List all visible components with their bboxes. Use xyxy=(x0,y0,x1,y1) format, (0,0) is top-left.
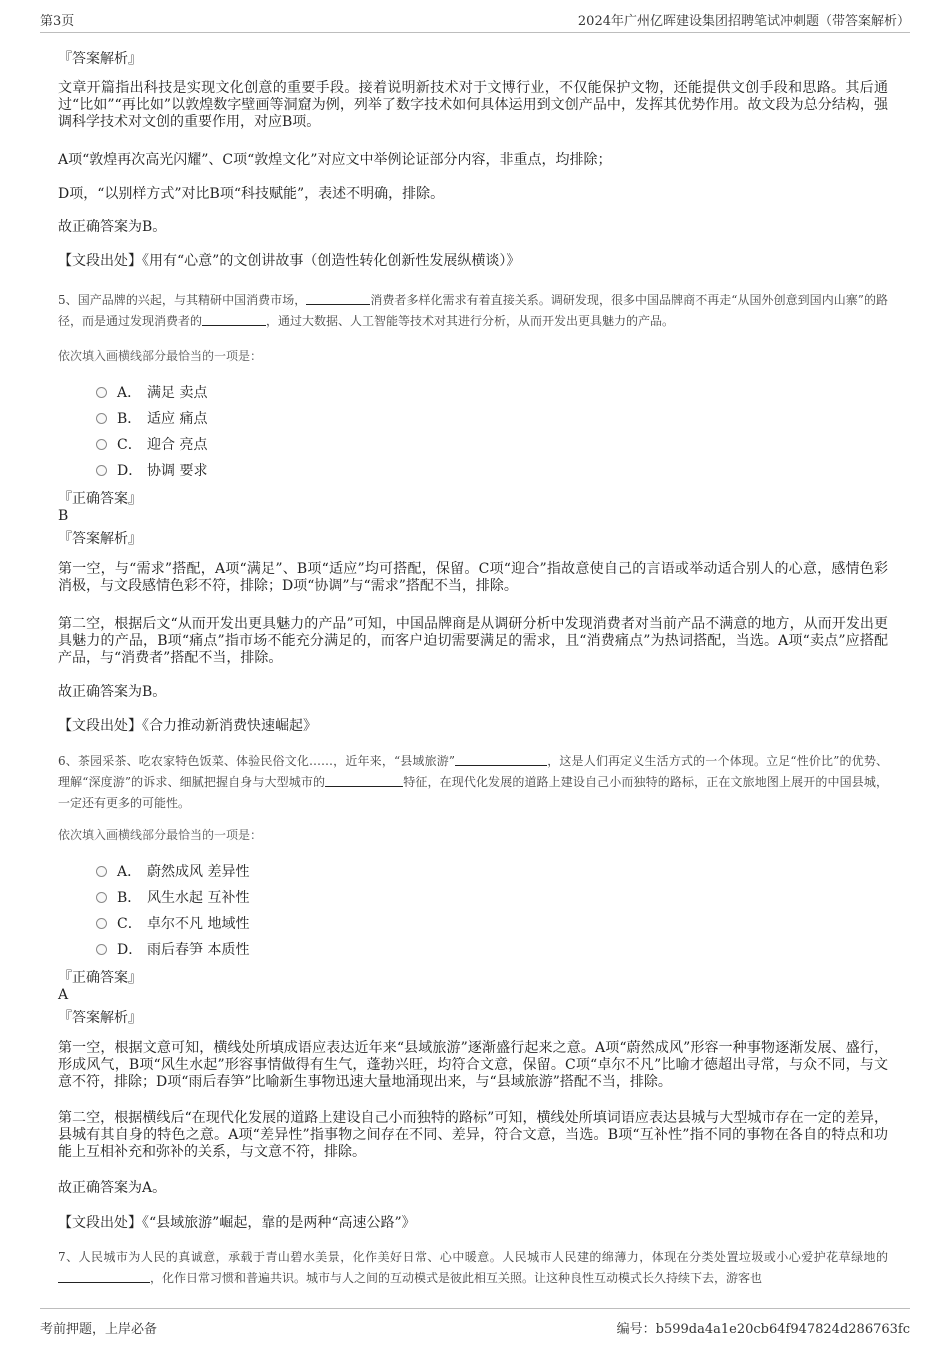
question-6-stem xyxy=(58,751,888,814)
question-text: ，这是人们再定义生活方式的一个体现。立足“性价比”的优势、理解“深度游”的诉求、细腻把握自身与大型城市的 xyxy=(58,754,888,789)
source-citation: 【文段出处】《用有“心意”的文创讲故事（创造性转化创新性发展纵横谈）》 xyxy=(58,253,521,269)
option-letter: A． xyxy=(117,864,142,880)
fill-blank xyxy=(325,774,403,787)
question-5-stem xyxy=(58,290,888,332)
correct-answer-statement: 故正确答案为A。 xyxy=(58,1180,167,1196)
question-text: 7、人民城市为人民的真诚意，承载于青山碧水美景，化作美好日常、心中暖意。人民城市人民建的绵薄力，体现在分类处置垃圾或小心爱护花草绿地的 xyxy=(58,1250,888,1264)
option-text: 雨后春笋 本质性 xyxy=(147,942,250,958)
document-id: 编号：b599da4a1e20cb64f947824d286763fc xyxy=(616,1322,910,1337)
page-number: 第3页 xyxy=(40,14,75,29)
radio-icon[interactable] xyxy=(96,465,107,476)
option-text: 协调 要求 xyxy=(147,463,208,479)
option-c[interactable] xyxy=(96,913,249,933)
analysis-paragraph: 第二空，根据横线后“在现代化发展的道路上建设自己小而独特的路标”可知，横线处所填词语应表达县城与大型城市存在一定的差异，县城有其自身的特色之意。A项“差异性”指事物之间存在不同、差异，符合文意，当选。B项“互补性”指不同的事物在各自的特点和功能上互相补充和弥补的关系，与文意不符，排除。 xyxy=(58,1110,888,1160)
option-letter: D． xyxy=(117,942,143,958)
option-letter: D． xyxy=(117,463,143,479)
option-letter: C． xyxy=(117,437,142,453)
option-letter: C． xyxy=(117,916,142,932)
analysis-paragraph: D项，“以别样方式”对比B项“科技赋能”，表述不明确，排除。 xyxy=(58,186,445,202)
fill-blank xyxy=(58,1270,150,1283)
option-text: 迎合 亮点 xyxy=(147,437,208,453)
question-text: 特征，在现代化发展的道路上建设自己小而独特的路标，正在文旅地图上展开的中国县城，一定还有更多的可能性。 xyxy=(58,775,888,810)
analysis-paragraph: 第一空，根据文意可知，横线处所填成语应表达近年来“县域旅游”逐渐盛行起来之意。A项“蔚然成风”形容一种事物逐渐发展、盛行，形成风气，B项“风生水起”形容事情做得有生气，蓬勃兴旺，均符合文意，保留。C项“卓尔不凡”比喻才德超出寻常，与众不同，与文意不符，排除；D项“雨后春笋”比喻新生事物迅速大量地涌现出来，与“县域旅游”搭配不当，排除。 xyxy=(58,1040,888,1090)
footer-slogan: 考前押题，上岸必备 xyxy=(40,1322,158,1337)
option-b[interactable] xyxy=(96,408,207,428)
question-instruction: 依次填入画横线部分最恰当的一项是： xyxy=(58,349,263,363)
option-a[interactable] xyxy=(96,861,249,881)
option-text: 风生水起 互补性 xyxy=(147,890,250,906)
correct-answer-value: A xyxy=(58,987,69,1003)
analysis-paragraph: A项“敦煌再次高光闪耀”、C项“敦煌文化”对应文中举例论证部分内容，非重点，均排除； xyxy=(58,152,612,168)
option-letter: B． xyxy=(117,411,142,427)
option-b[interactable] xyxy=(96,887,249,907)
fill-blank xyxy=(455,753,547,766)
question-7-stem xyxy=(58,1247,888,1289)
correct-answer-label: 『正确答案』 xyxy=(58,491,142,507)
question-text: ，化作日常习惯和普遍共识。城市与人之间的互动模式是彼此相互关照。让这种良性互动模式长久持续下去，游客也 xyxy=(150,1271,763,1285)
radio-icon[interactable] xyxy=(96,439,107,450)
option-a[interactable] xyxy=(96,382,207,402)
analysis-paragraph: 第一空，与“需求”搭配，A项“满足”、B项“适应”均可搭配，保留。C项“迎合”指故意使自己的言语或举动适合别人的心意，感情色彩消极，与文段感情色彩不符，排除；D项“协调”与“需求”搭配不当，排除。 xyxy=(58,561,888,594)
source-citation: 【文段出处】《合力推动新消费快速崛起》 xyxy=(58,718,317,734)
option-text: 卓尔不凡 地域性 xyxy=(147,916,250,932)
radio-icon[interactable] xyxy=(96,387,107,398)
fill-blank xyxy=(202,313,266,326)
radio-icon[interactable] xyxy=(96,892,107,903)
correct-answer-value: B xyxy=(58,508,69,524)
radio-icon[interactable] xyxy=(96,918,107,929)
answer-analysis-label: 『答案解析』 xyxy=(58,1010,142,1026)
option-text: 适应 痛点 xyxy=(147,411,208,427)
option-text: 蔚然成风 差异性 xyxy=(147,864,250,880)
page-footer xyxy=(40,1308,910,1337)
option-c[interactable] xyxy=(96,434,207,454)
correct-answer-statement: 故正确答案为B。 xyxy=(58,684,167,700)
option-d[interactable] xyxy=(96,939,249,959)
source-citation: 【文段出处】《“县域旅游”崛起，靠的是两种“高速公路”》 xyxy=(58,1215,416,1231)
analysis-paragraph: 第二空，根据后文“从而开发出更具魅力的产品”可知，中国品牌商是从调研分析中发现消费者对当前产品不满意的地方，从而开发出更具魅力的产品，B项“痛点”指市场不能充分满足的，而客户迫切需要满足的需求，且“消费痛点”为热词搭配，当选。A项“卖点”应搭配产品，与“消费者”搭配不当，排除。 xyxy=(58,616,888,666)
question-text: 5、国产品牌的兴起，与其精研中国消费市场， xyxy=(58,293,307,307)
question-instruction: 依次填入画横线部分最恰当的一项是： xyxy=(58,828,263,842)
radio-icon[interactable] xyxy=(96,944,107,955)
option-letter: B． xyxy=(117,890,142,906)
fill-blank xyxy=(306,292,370,305)
question-text: ，通过大数据、人工智能等技术对其进行分析，从而开发出更具魅力的产品。 xyxy=(266,314,675,328)
question-text: 6、茶园采茶、吃农家特色饭菜、体验民俗文化……，近年来，“县域旅游” xyxy=(58,754,456,768)
option-text: 满足 卖点 xyxy=(147,385,208,401)
answer-analysis-label: 『答案解析』 xyxy=(58,51,142,67)
question-text: 消费者多样化需求有着直接关系。调研发现，很多中国品牌商不再走“从国外创意到国内山寨”的路径，而是通过发现消费者的 xyxy=(58,293,888,328)
page-header xyxy=(40,10,910,33)
answer-analysis-label: 『答案解析』 xyxy=(58,531,142,547)
analysis-paragraph: 文章开篇指出科技是实现文化创意的重要手段。接着说明新技术对于文博行业，不仅能保护文物，还能提供文创手段和思路。其后通过“比如”“再比如”以敦煌数字壁画等洞窟为例，列举了数字技术如何具体运用到文创产品中，发挥其优势作用。故文段为总分结构，强调科学技术对文创的重要作用，对应B项。 xyxy=(58,80,888,130)
document-title: 2024年广州亿晖建设集团招聘笔试冲刺题（带答案解析） xyxy=(577,14,910,29)
option-d[interactable] xyxy=(96,460,207,480)
correct-answer-statement: 故正确答案为B。 xyxy=(58,219,167,235)
radio-icon[interactable] xyxy=(96,866,107,877)
radio-icon[interactable] xyxy=(96,413,107,424)
option-letter: A． xyxy=(117,385,142,401)
correct-answer-label: 『正确答案』 xyxy=(58,970,142,986)
